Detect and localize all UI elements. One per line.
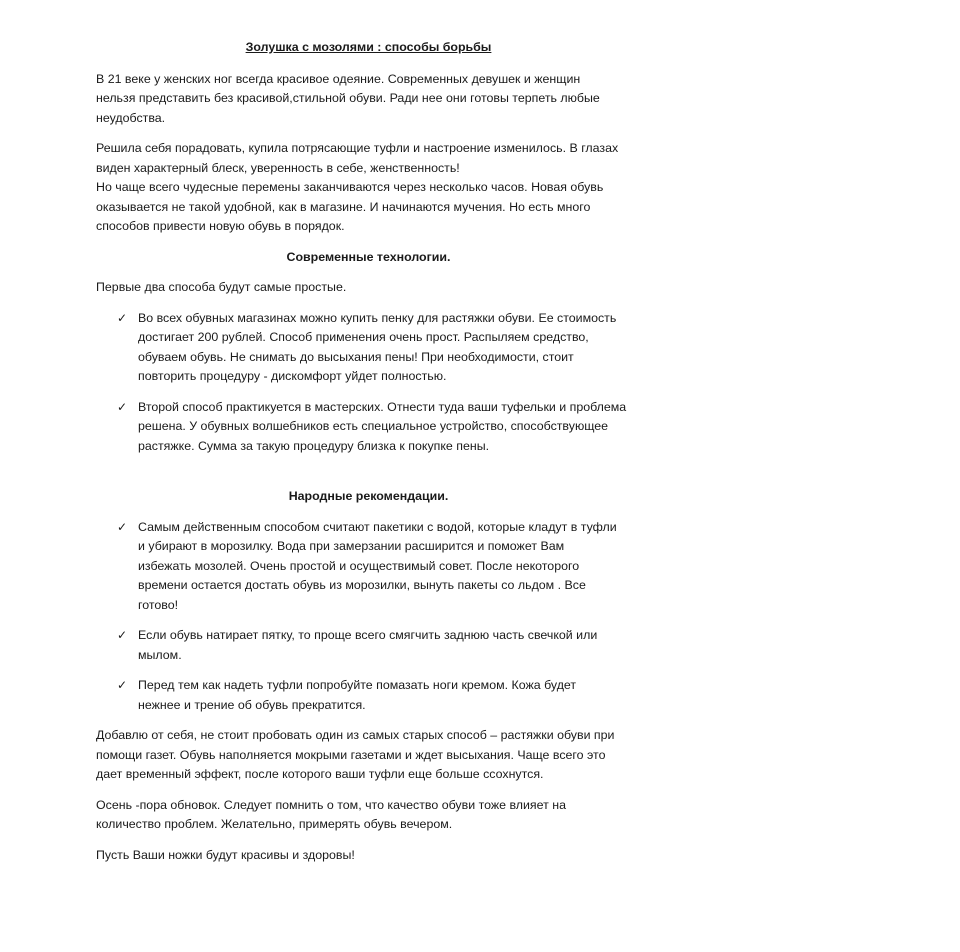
- checkmark-icon: ✓: [117, 399, 128, 414]
- intro-line: В 21 веке у женских ног всегда красивое одеяние. Современных девушек и женщин: [96, 71, 581, 86]
- list-item-line: готово!: [138, 597, 179, 612]
- document-title: Золушка с мозолями : способы борьбы: [245, 40, 492, 54]
- list-item-line: времени остается достать обувь из морозилки, вынуть пакеты со льдом . Все: [138, 578, 586, 592]
- story-line: оказывается не такой удобной, как в магазине. И начинаются мучения. Но есть много: [96, 199, 591, 214]
- intro-line: нельзя представить без красивой,стильной обуви. Ради нее они готовы терпеть любые: [96, 91, 600, 105]
- list-item-line: Если обувь натирает пятку, то проще всего смягчить заднюю часть свечкой или: [138, 628, 598, 642]
- intro-line: неудобства.: [96, 110, 166, 125]
- intro-paragraph: [96, 70, 641, 129]
- list-item-line: Самым действенным способом считают пакетики с водой, которые кладут в туфли: [138, 519, 617, 534]
- list-item-line: повторить процедуру - дискомфорт уйдет полностью.: [138, 369, 447, 383]
- modern-methods-list: [96, 309, 641, 457]
- list-item-line: Второй способ практикуется в мастерских. Отнести туда ваши туфельки и проблема: [138, 399, 627, 414]
- modern-methods-heading: Современные технологии.: [286, 249, 451, 264]
- folk-methods-list: [96, 518, 641, 716]
- list-item: [96, 676, 641, 715]
- closing-paragraph: Пусть Ваши ножки будут красивы и здоровы!: [96, 847, 355, 862]
- addendum-paragraph: [96, 726, 641, 785]
- list-item-line: достигает 200 рублей. Способ применения очень прост. Распыляем средство,: [138, 330, 589, 344]
- list-item-line: нежнее и трение об обувь прекратится.: [138, 697, 366, 712]
- list-item: [96, 518, 641, 616]
- addendum-line: помощи газет. Обувь наполняется мокрыми газетами и ждет высыхания. Чаще всего это: [96, 747, 606, 762]
- story-line: виден характерный блеск, уверенность в себе, женственность!: [96, 160, 460, 175]
- list-item: [96, 398, 641, 457]
- list-item-line: обуваем обувь. Не снимать до высыхания пены! При необходимости, стоит: [138, 349, 574, 364]
- story-line: способов привести новую обувь в порядок.: [96, 219, 345, 233]
- list-item-line: мылом.: [138, 647, 182, 662]
- autumn-paragraph: [96, 796, 641, 835]
- modern-methods-lead: Первые два способа будут самые простые.: [96, 280, 347, 294]
- list-item: [96, 309, 641, 387]
- checkmark-icon: ✓: [117, 628, 128, 642]
- list-item-line: решена. У обувных волшебников есть специальное устройство, способствующее: [138, 419, 609, 433]
- checkmark-icon: ✓: [117, 310, 128, 325]
- checkmark-icon: ✓: [117, 678, 128, 692]
- list-item-line: избежать мозолей. Очень простой и осуществимый совет. После некоторого: [138, 558, 580, 573]
- autumn-line: количество проблем. Желательно, примерять обувь вечером.: [96, 817, 453, 831]
- addendum-line: Добавлю от себя, не стоит пробовать один из самых старых способ – растяжки обуви при: [96, 728, 615, 742]
- list-item-line: и убирают в морозилку. Вода при замерзании расширится и поможет Вам: [138, 539, 565, 553]
- addendum-line: дает временный эффект, после которого ваши туфли еще больше ссохнутся.: [96, 767, 544, 781]
- list-item: [96, 626, 641, 665]
- list-item-line: растяжке. Сумма за такую процедуру близка к покупке пены.: [138, 438, 490, 453]
- list-item-line: Перед тем как надеть туфли попробуйте помазать ноги кремом. Кожа будет: [138, 678, 577, 692]
- story-paragraph: [96, 139, 641, 237]
- autumn-line: Осень -пора обновок. Следует помнить о том, что качество обуви тоже влияет на: [96, 797, 566, 812]
- story-line: Но чаще всего чудесные перемены заканчиваются через несколько часов. Новая обувь: [96, 180, 604, 194]
- story-line: Решила себя порадовать, купила потрясающие туфли и настроение изменилось. В глазах: [96, 141, 619, 155]
- document-page: [96, 38, 641, 876]
- list-item-line: Во всех обувных магазинах можно купить пенку для растяжки обуви. Ее стоимость: [138, 310, 617, 325]
- folk-methods-heading: Народные рекомендации.: [288, 489, 449, 503]
- checkmark-icon: ✓: [117, 519, 128, 534]
